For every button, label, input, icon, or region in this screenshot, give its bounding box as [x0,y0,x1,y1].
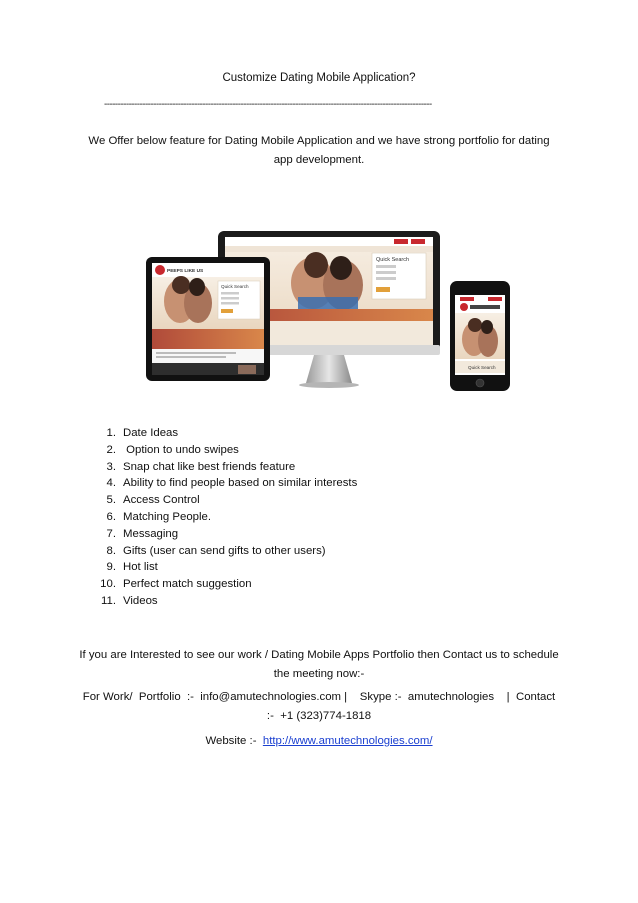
list-item: 10. Perfect match suggestion [100,578,252,591]
list-item: 4. Ability to find people based on similar interests [106,477,358,490]
tablet-device [146,257,270,381]
list-item: 3. Snap chat like best friends feature [106,460,296,473]
tablet-quick-search: Quick Search [221,284,249,289]
list-item: 7. Messaging [106,527,179,540]
phone-quick-search: Quick Search [468,365,496,370]
list-item: 1. Date Ideas [106,427,179,439]
website-link[interactable]: http://www.amutechnologies.com/ [262,735,433,747]
list-item: 6. Matching People. [106,510,212,523]
website-line [0,735,638,747]
list-item: 2. Option to undo swipes [106,443,239,456]
divider-line: ------------------------------------------------------------------------------------------------------------------------ [104,99,432,110]
list-item: 5. Access Control [106,494,200,507]
intro-paragraph: We Offer below feature for Dating Mobile Application and we have strong portfolio for dating app development. [88,135,550,166]
quick-search-label: Quick Search [376,257,410,263]
contact-line: For Work/ Portfolio :- info@amutechnologies.com | Skype :- amutechnologies | Contact :- +1 (323)774-1818 [82,691,559,722]
list-item: 11. Videos [101,594,158,607]
list-item: 9. Hot list [106,561,158,574]
tablet-brand: PEEPS LIKE US [167,269,204,274]
cta-paragraph: If you are Interested to see our work / Dating Mobile Apps Portfolio then Contact us to schedule the meeting now:- [79,649,559,680]
feature-list [90,425,510,610]
website-label: Website :- [205,735,263,747]
devices-hero-image [138,205,536,401]
phone-device [450,281,510,391]
list-item: 8. Gifts (user can send gifts to other users) [106,544,326,557]
document-title: Customize Dating Mobile Application? [222,72,416,84]
